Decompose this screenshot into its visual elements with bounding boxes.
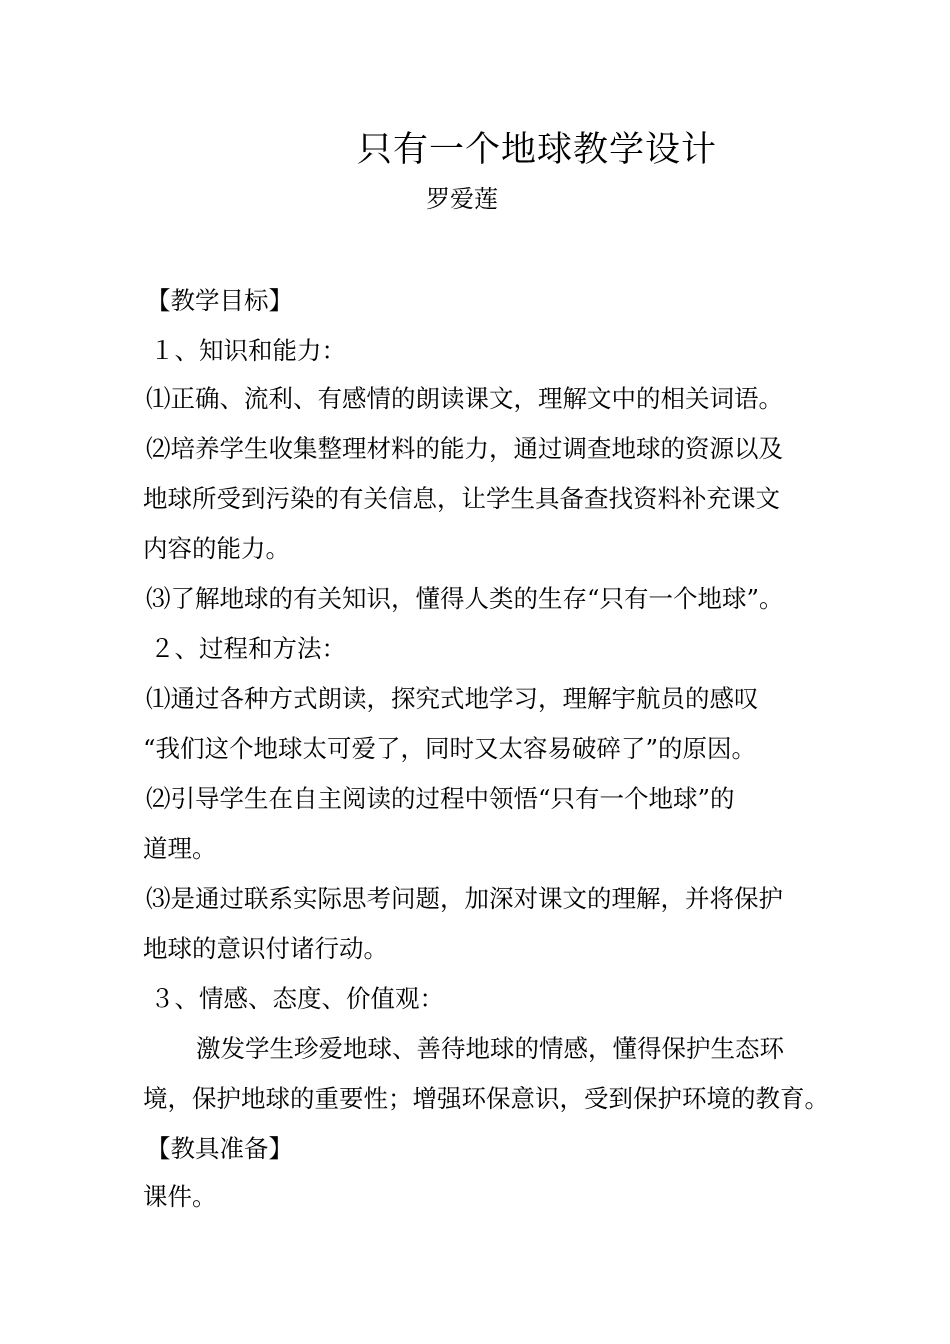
- paragraph-line: 内容的能力。: [143, 534, 290, 563]
- document-title: 只有一个地球教学设计: [357, 130, 718, 170]
- paragraph-line: ⑵引导学生在自主阅读的过程中领悟“只有一个地球”的: [146, 784, 735, 813]
- paragraph-line: 激发学生珍爱地球、善待地球的情感，懂得保护生态环: [196, 1034, 784, 1063]
- section-heading-objectives: 【教学目标】: [146, 286, 293, 315]
- subheading-process-method: ２、过程和方法：: [150, 634, 346, 663]
- paragraph-line: ⑵培养学生收集整理材料的能力，通过调查地球的资源以及: [146, 434, 783, 463]
- paragraph-line: 课件。: [143, 1182, 217, 1211]
- subheading-knowledge-ability: １、知识和能力：: [150, 336, 346, 365]
- paragraph-line: ⑴通过各种方式朗读，探究式地学习，理解宇航员的感叹: [146, 684, 759, 713]
- paragraph-line: ⑶是通过联系实际思考问题，加深对课文的理解，并将保护: [146, 884, 783, 913]
- section-heading-materials: 【教具准备】: [146, 1134, 293, 1163]
- paragraph-line: ⑶了解地球的有关知识，懂得人类的生存“只有一个地球”。: [146, 584, 784, 613]
- subheading-emotion-values: ３、情感、态度、价值观：: [150, 984, 444, 1013]
- paragraph-line: 道理。: [143, 834, 217, 863]
- paragraph-line: “我们这个地球太可爱了，同时又太容易破碎了”的原因。: [143, 734, 757, 763]
- paragraph-line: ⑴正确、流利、有感情的朗读课文，理解文中的相关词语。: [146, 384, 783, 413]
- paragraph-line: 地球的意识付诸行动。: [143, 934, 388, 963]
- paragraph-line: 境，保护地球的重要性；增强环保意识，受到保护环境的教育。: [143, 1084, 829, 1113]
- author-name: 罗爱莲: [426, 185, 498, 213]
- paragraph-line: 地球所受到污染的有关信息，让学生具备查找资料补充课文: [143, 484, 780, 513]
